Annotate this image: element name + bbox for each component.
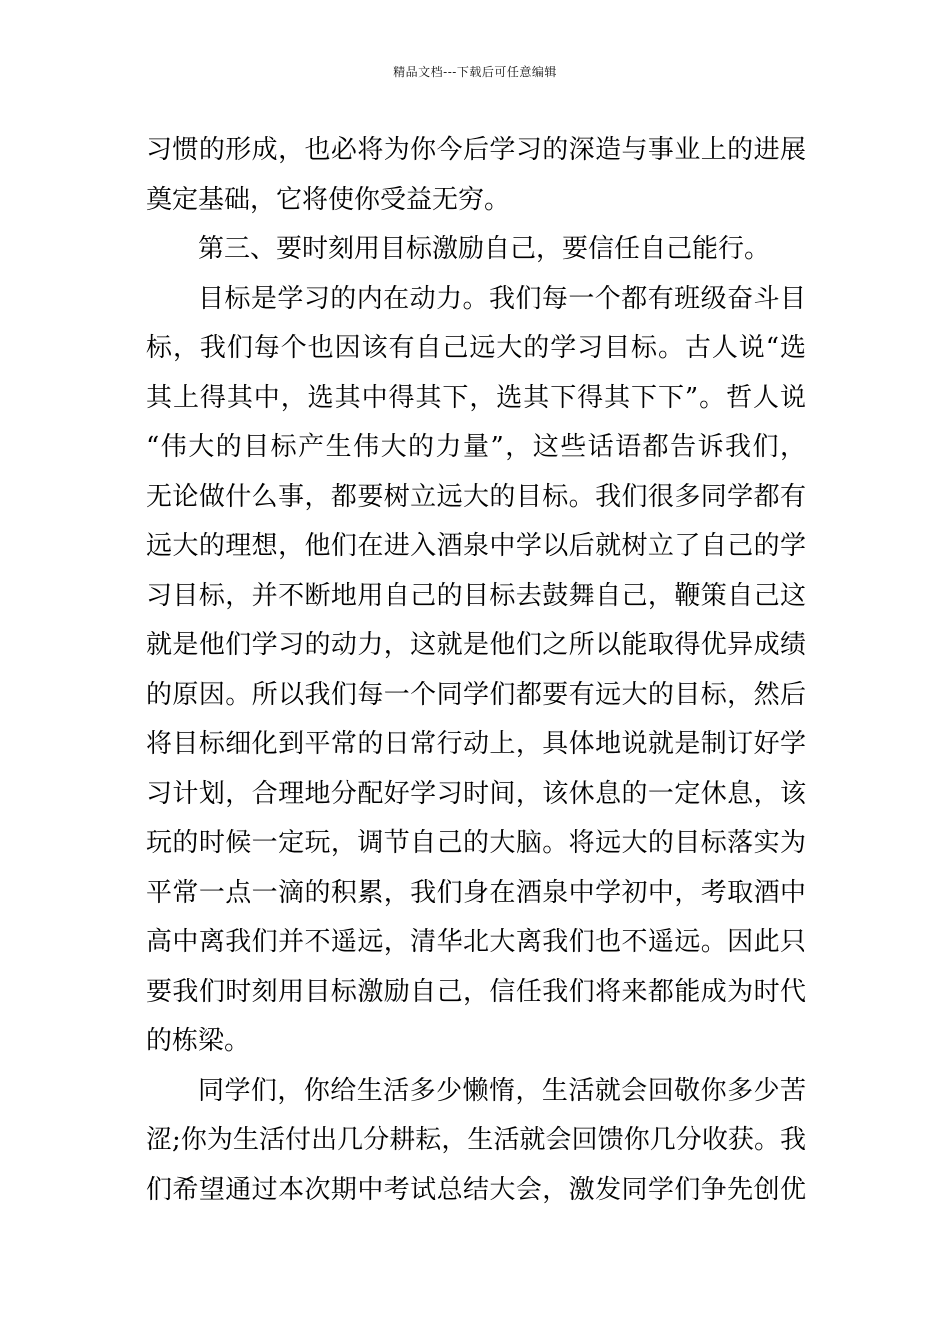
- text-line: 要我们时刻用目标激励自己，信任我们将来都能成为时代: [146, 977, 806, 1007]
- text-line: 习惯的形成，也必将为你今后学习的深造与事业上的进展: [146, 135, 806, 165]
- text-line: 无论做什么事，都要树立远大的目标。我们很多同学都有: [146, 482, 806, 512]
- text-line: 习目标，并不断地用自己的目标去鼓舞自己，鞭策自己这: [146, 581, 806, 611]
- text-line: 涩;你为生活付出几分耕耘，生活就会回馈你几分收获。我: [146, 1125, 806, 1155]
- page-header: 精品文档---下载后可任意编辑: [393, 65, 557, 79]
- text-line: “伟大的目标产生伟大的力量”，这些话语都告诉我们，: [146, 432, 806, 462]
- text-line: 就是他们学习的动力，这就是他们之所以能取得优异成绩: [146, 630, 806, 660]
- text-line: 奠定基础，它将使你受益无穷。: [146, 185, 511, 215]
- text-line: 们希望通过本次期中考试总结大会，激发同学们争先创优: [146, 1175, 806, 1205]
- text-line: 平常一点一滴的积累，我们身在酒泉中学初中，考取酒中: [146, 878, 806, 908]
- text-line: 同学们，你给生活多少懒惰，生活就会回敬你多少苦: [198, 1076, 806, 1106]
- text-line: 高中离我们并不遥远，清华北大离我们也不遥远。因此只: [146, 927, 806, 957]
- text-line: 将目标细化到平常的日常行动上，具体地说就是制订好学: [146, 729, 806, 759]
- section-heading: 第三、要时刻用目标激励自己，要信任自己能行。: [198, 234, 771, 264]
- text-line: 玩的时候一定玩，调节自己的大脑。将远大的目标落实为: [146, 828, 806, 858]
- text-line: 的原因。所以我们每一个同学们都要有远大的目标，然后: [146, 680, 806, 710]
- text-line: 其上得其中，选其中得其下，选其下得其下下”。哲人说: [146, 383, 806, 413]
- text-line: 目标是学习的内在动力。我们每一个都有班级奋斗目: [198, 284, 806, 314]
- text-line: 远大的理想，他们在进入酒泉中学以后就树立了自己的学: [146, 531, 806, 561]
- text-line: 的栋梁。: [146, 1026, 251, 1056]
- text-line: 标，我们每个也因该有自己远大的学习目标。古人说“选: [146, 333, 806, 363]
- text-line: 习计划，合理地分配好学习时间，该休息的一定休息，该: [146, 779, 806, 809]
